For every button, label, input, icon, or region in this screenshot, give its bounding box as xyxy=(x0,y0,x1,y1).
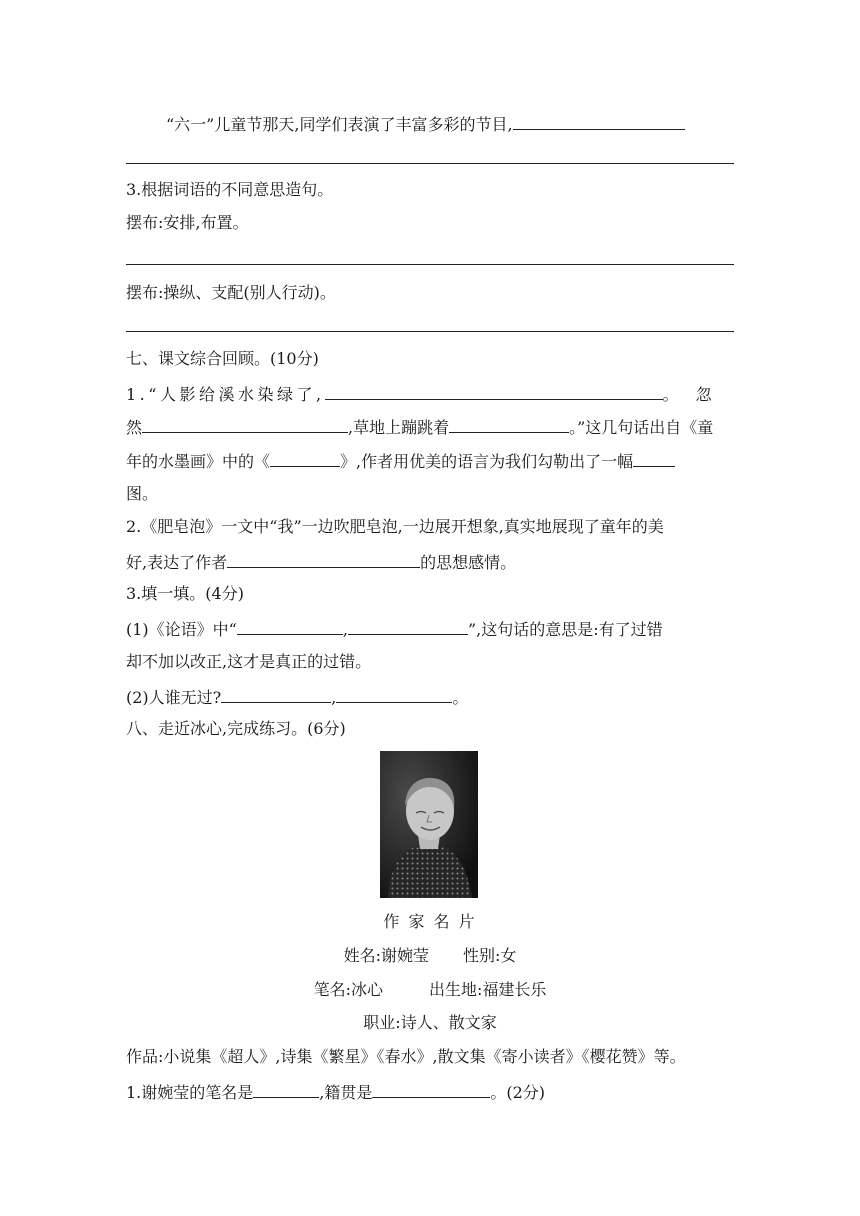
q-text: 。 忽 xyxy=(662,385,718,404)
sentence-prompt xyxy=(166,111,685,137)
q7-1-line4: 图。 xyxy=(126,484,159,503)
q7-1-line2 xyxy=(126,414,713,440)
answer-line[interactable] xyxy=(126,331,734,332)
q-text: 1.“人影给溪水染绿了, xyxy=(126,385,325,404)
works-field: 作品:小说集《超人》,诗集《繁星》《春水》,散文集《寄小读者》《樱花赞》等。 xyxy=(126,1047,686,1066)
card-row-penname xyxy=(0,978,860,1002)
answer-line[interactable] xyxy=(126,163,734,164)
q-text: 》,作者用优美的语言为我们勾勒出了一幅 xyxy=(340,452,634,471)
q-text: 年的水墨画》中的《 xyxy=(126,452,271,471)
section-heading: 七、课文综合回顾。(10分) xyxy=(126,349,319,368)
name-field: 姓名:谢婉莹 xyxy=(343,946,429,965)
q-text: 。”这几句话出自《童 xyxy=(569,418,714,437)
q-text: ”,这句话的意思是:有了过错 xyxy=(467,620,663,639)
answer-blank[interactable] xyxy=(336,684,452,703)
question-title: 3.根据词语的不同意思造句。 xyxy=(126,180,334,199)
answer-blank[interactable] xyxy=(372,1079,490,1098)
card-title: 作 家 名 片 xyxy=(383,912,477,931)
q7-3-p2 xyxy=(126,684,468,710)
pen-name-field: 笔名:冰心 xyxy=(313,980,383,999)
answer-line[interactable] xyxy=(126,264,734,265)
q-text: 。(2分) xyxy=(490,1083,546,1102)
q7-1-line3 xyxy=(126,448,675,474)
answer-blank[interactable] xyxy=(142,414,348,433)
q-text: ,草地上蹦跳着 xyxy=(348,418,450,437)
q8-1 xyxy=(126,1079,545,1105)
q-text: ,籍贯是 xyxy=(319,1083,373,1102)
answer-blank[interactable] xyxy=(449,414,569,433)
q-text: 1.谢婉莹的笔名是 xyxy=(126,1083,254,1102)
q7-2-line2 xyxy=(126,549,516,575)
answer-blank[interactable] xyxy=(237,616,343,635)
card-row-name xyxy=(0,944,860,968)
answer-blank[interactable] xyxy=(513,111,685,130)
answer-blank[interactable] xyxy=(633,448,675,467)
q-text: , xyxy=(342,620,348,639)
sentence-text: “六一”儿童节那天,同学们表演了丰富多彩的节目, xyxy=(166,115,513,134)
answer-blank[interactable] xyxy=(325,381,663,400)
answer-blank[interactable] xyxy=(348,616,468,635)
q-text: 。 xyxy=(452,688,469,707)
q7-2-line1: 2.《肥皂泡》一文中“我”一边吹肥皂泡,一边展开想象,真实地展现了童年的美 xyxy=(126,517,664,536)
q-text: 然 xyxy=(126,418,143,437)
q7-3-title: 3.填一填。(4分) xyxy=(126,584,244,603)
answer-blank[interactable] xyxy=(253,1079,319,1098)
q7-3-p1-line1 xyxy=(126,616,663,642)
word-meaning-2: 摆布:操纵、支配(别人行动)。 xyxy=(126,283,336,302)
q-text: 好,表达了作者 xyxy=(126,553,228,572)
answer-blank[interactable] xyxy=(221,684,331,703)
q-text: (2)人谁无过? xyxy=(126,688,222,707)
answer-blank[interactable] xyxy=(270,448,340,467)
word-meaning-1: 摆布:安排,布置。 xyxy=(126,213,249,232)
q-text: , xyxy=(331,688,337,707)
q7-1-line1 xyxy=(126,381,718,407)
section-heading: 八、走近冰心,完成练习。(6分) xyxy=(126,719,346,738)
gender-field: 性别:女 xyxy=(463,946,517,965)
occupation-field: 职业:诗人、散文家 xyxy=(363,1013,497,1032)
q-text: (1)《论语》中“ xyxy=(126,620,237,639)
q7-3-p1-line2: 却不加以改正,这才是真正的过错。 xyxy=(126,652,372,671)
portrait-illustration xyxy=(380,751,478,898)
birthplace-field: 出生地:福建长乐 xyxy=(429,980,547,999)
q-text: 的思想感情。 xyxy=(420,553,517,572)
author-portrait-photo xyxy=(380,751,478,898)
answer-blank[interactable] xyxy=(227,549,420,568)
